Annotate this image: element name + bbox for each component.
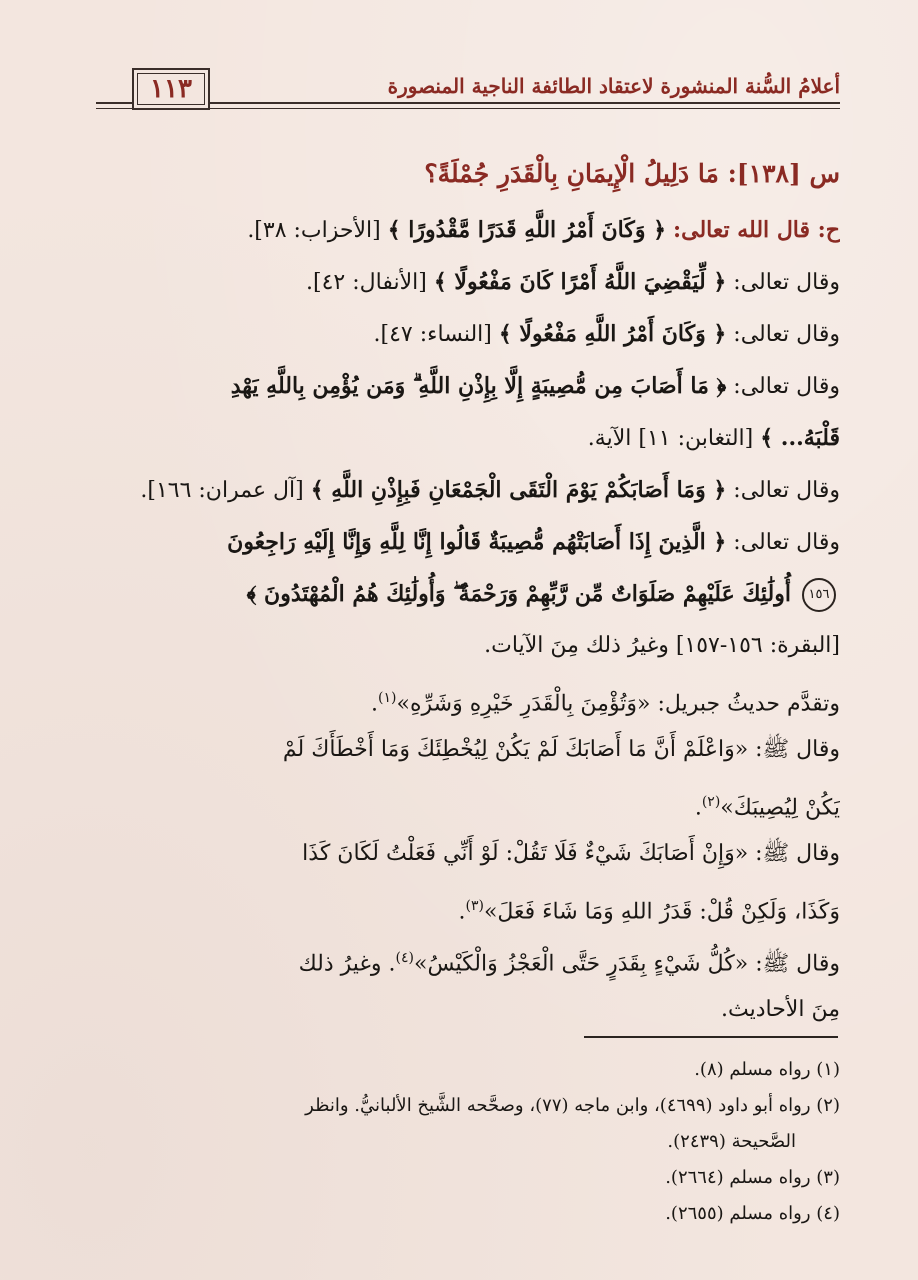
body-text: مِنَ الأحاديث.: [720, 997, 840, 1022]
text-line: [94, 880, 840, 932]
page-body: [94, 150, 840, 1036]
page-number: ١١٣: [132, 68, 210, 110]
footnote-3: (٣) رواه مسلم (٢٦٦٤).: [665, 1167, 840, 1188]
footnote-marker: (٤): [395, 950, 415, 966]
quran-verse: ﴿ الَّذِينَ إِذَا أَصَابَتْهُم مُّصِيبَةٌ قَالُوا إِنَّا لِلَّهِ وَإِنَّا إِلَيْهِ رَاجِعُونَ: [227, 529, 727, 555]
text-line: [94, 828, 840, 880]
text-line: [94, 984, 840, 1036]
footnote-separator: [584, 1036, 838, 1038]
hadith-text: وقال ﷺ: «وَإِنْ أَصَابَكَ شَيْءٌ فَلَا تَقُلْ: لَوْ أَنِّي فَعَلْتُ لَكَانَ كَذَا: [302, 841, 840, 866]
footnote-2: (٢) رواه أبو داود (٤٦٩٩)، وابن ماجه (٧٧)، وصحَّحه الشَّيخ الألبانيُّ. وانظر: [305, 1095, 840, 1116]
footnote-marker: (١): [378, 690, 397, 706]
text-line: [94, 932, 840, 984]
quran-verse: ﴿ وَمَا أَصَابَكُمْ يَوْمَ الْتَقَى الْجَمْعَانِ فَبِإِذْنِ اللَّهِ ﴾: [310, 477, 727, 503]
question-heading: [94, 150, 840, 198]
question-text: مَا دَلِيلُ الْإِيمَانِ بِالْقَدَرِ جُمْلَةً؟: [424, 159, 719, 188]
footnote-2-continued: الصَّحيحة (٢٤٣٩).: [667, 1131, 796, 1152]
quran-verse: ﴿ لِّيَقْضِيَ اللَّهُ أَمْرًا كَانَ مَفْعُولًا ﴾: [433, 269, 727, 295]
footnotes: [94, 1052, 840, 1232]
ayah-number-marker: ١٥٦: [802, 578, 836, 612]
hadith-text: يَكُنْ لِيُصِيبَكَ»: [720, 795, 840, 821]
answer-intro: ح: قال الله تعالى:: [673, 217, 840, 243]
verse-intro: وقال تعالى:: [733, 322, 840, 347]
verse-reference: [البقرة: ١٥٦-١٥٧] وغيرُ ذلك مِنَ الآيات.: [484, 633, 840, 658]
text-line: [94, 672, 840, 724]
footnote-4: (٤) رواه مسلم (٢٦٥٥).: [665, 1203, 840, 1224]
footnote-marker: (٢): [701, 794, 721, 810]
footnote-marker: (٣): [465, 898, 484, 914]
body-text: . وغيرُ ذلك: [298, 951, 396, 977]
verse-intro: وقال تعالى:: [733, 374, 840, 399]
verse-reference: [النساء: ٤٧].: [373, 322, 492, 347]
text-line: [94, 464, 840, 516]
hadith-text: وَكَذَا، وَلَكِنْ قُلْ: قَدَرُ اللهِ وَمَا شَاءَ فَعَلَ»: [483, 899, 840, 925]
punctuation: .: [694, 795, 702, 821]
text-line: [94, 568, 840, 620]
verse-reference: [الأحزاب: ٣٨].: [247, 218, 381, 243]
text-line: [94, 620, 840, 672]
text-line: [94, 724, 840, 776]
hadith-text: وقال ﷺ: «كُلُّ شَيْءٍ بِقَدَرٍ حَتَّى الْعَجْزُ وَالْكَيْسُ»: [414, 951, 840, 977]
running-title: أعلامُ السُّنة المنشورة لاعتقاد الطائفة الناجية المنصورة: [387, 74, 840, 98]
hadith-text: وقال ﷺ: «وَاعْلَمْ أَنَّ مَا أَصَابَكَ لَمْ يَكُنْ لِيُخْطِئَكَ وَمَا أَخْطَأَكَ لَمْ: [282, 737, 840, 762]
text-line: [94, 516, 840, 568]
verse-reference: [الأنفال: ٤٢].: [306, 270, 427, 295]
quran-verse: ﴿ مَا أَصَابَ مِن مُّصِيبَةٍ إِلَّا بِإِذْنِ اللَّهِ ۗ وَمَن يُؤْمِن بِاللَّهِ يَهْدِ: [230, 373, 727, 399]
page-header: [96, 66, 840, 118]
punctuation: .: [458, 899, 466, 925]
verse-intro: وقال تعالى:: [733, 478, 840, 503]
punctuation: .: [371, 691, 379, 717]
text-line: [94, 308, 840, 360]
text-line: [94, 776, 840, 828]
text-line: [94, 256, 840, 308]
verse-reference: [التغابن: ١١] الآية.: [587, 426, 754, 451]
text-line: [94, 412, 840, 464]
text-line: [94, 360, 840, 412]
question-label: س [١٣٨]:: [727, 159, 840, 188]
quran-verse: ﴿ وَكَانَ أَمْرُ اللَّهِ قَدَرًا مَّقْدُورًا ﴾: [387, 217, 666, 243]
quran-verse-continued: قَلْبَهُ... ﴾: [760, 425, 840, 451]
text-line: [94, 204, 840, 256]
quran-verse: ﴿ وَكَانَ أَمْرُ اللَّهِ مَفْعُولًا ﴾: [498, 321, 727, 347]
quran-verse-continued: أُولَٰئِكَ عَلَيْهِمْ صَلَوَاتٌ مِّن رَّبِّهِمْ وَرَحْمَةٌ ۖ وَأُولَٰئِكَ هُمُ الْمُهْتَدُونَ ﴾: [246, 581, 791, 607]
hadith-text: وتقدَّم حديثُ جبريل: «وَتُؤْمِنَ بِالْقَدَرِ خَيْرِهِ وَشَرِّهِ»: [396, 691, 840, 717]
verse-intro: وقال تعالى:: [733, 530, 840, 555]
footnote-1: (١) رواه مسلم (٨).: [694, 1059, 840, 1080]
verse-reference: [آل عمران: ١٦٦].: [140, 478, 304, 503]
verse-intro: وقال تعالى:: [733, 270, 840, 295]
